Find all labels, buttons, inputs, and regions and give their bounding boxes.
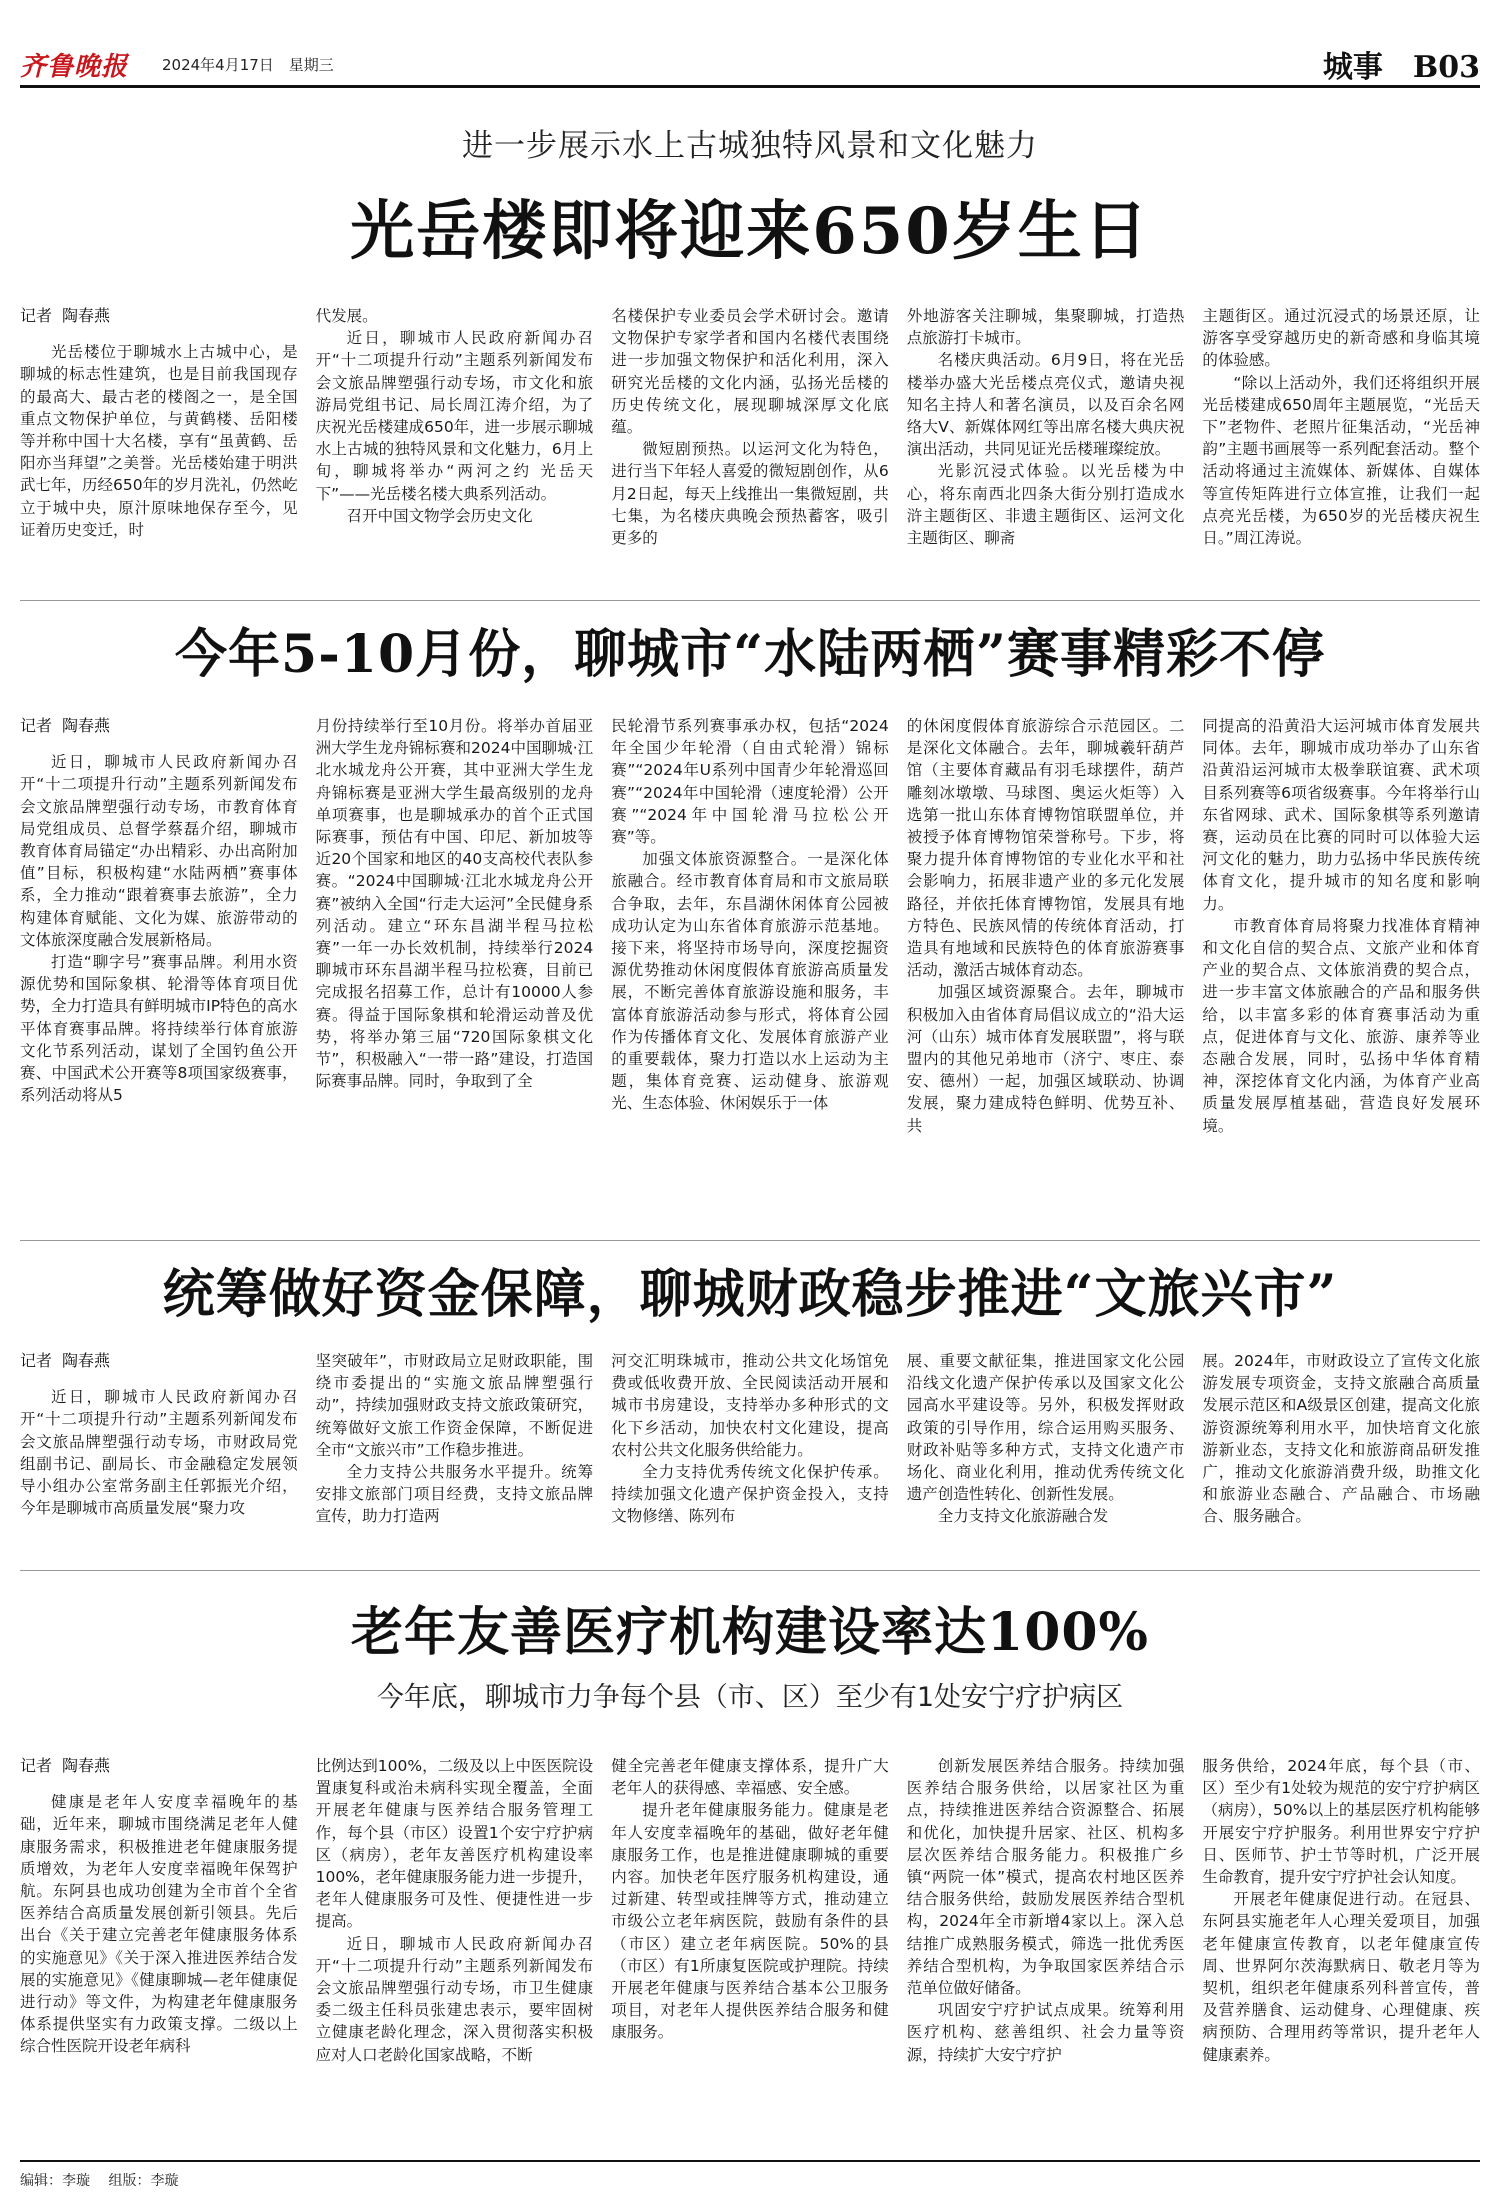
paragraph: 市教育体育局将聚力找准体育精神和文化自信的契合点、文旅产业和体育产业的契合点、文体旅消费的契合点，进一步丰富文体旅融合的产品和服务供给，以丰富多彩的体育赛事活动为重点，促进体育与文化、旅游、康养等业态融合发展，同时，弘扬中华体育精神，深挖体育文化内涵，为体育产业高质量发展厚植基础，营造良好发展环境。: [1202, 916, 1480, 1135]
article-1-body: [20, 305, 1480, 595]
paragraph: 打造“聊字号”赛事品牌。利用水资源优势和国际象棋、轮滑等体育项目优势，全力打造具有鲜明城市IP特色的高水平体育赛事品牌。将持续举行体育旅游文化节系列活动，谋划了全国钓鱼公开赛、中国武术公开赛等8项国家级赛事，系列活动将从5: [20, 953, 298, 1105]
article-1-col-5: [1202, 305, 1480, 595]
article-4-col-3: [611, 1755, 889, 2150]
article-4-subtitle: 今年底，聊城市力争每个县（市、区）至少有1处安宁疗护病区: [376, 1682, 1124, 1713]
article-3-col-5: [1202, 1350, 1480, 1560]
top-rule: [20, 85, 1480, 88]
paragraph: 近日，聊城市人民政府新闻办召开“十二项提升行动”主题系列新闻发布会文旅品牌塑强行动专场，市文化和旅游局党组书记、局长周江涛介绍，为了庆祝光岳楼建成650年，进一步展示聊城水上古城的独特风景和文化魅力，6月上旬，聊城将举办“两河之约 光岳天下”——光岳楼名楼大典系列活动。: [315, 329, 594, 503]
article-3-col-2: [316, 1350, 594, 1560]
paragraph: 健全完善老年健康支撑体系，提升广大老年人的获得感、幸福感、安全感。: [611, 1757, 889, 1798]
article-2-body: [20, 715, 1480, 1235]
paragraph: 服务供给，2024年底，每个县（市、区）至少有1处较为规范的安宁疗护病区（病房），50%以上的基层医疗机构能够开展安宁疗护服务。利用世界安宁疗护日、医师节、护士节等时机，广泛开展生命教育，提升安宁疗护社会认知度。: [1202, 1757, 1480, 1887]
article-3-col-3: [611, 1350, 889, 1560]
article-4-title: 老年友善医疗机构建设率达100%: [351, 1602, 1149, 1663]
paragraph: 展。2024年，市财政设立了宣传文化旅游发展专项资金，支持文旅融合高质量发展示范区和A级景区创建，提高文化旅游资源统筹利用水平，加快培育文化旅游新业态，支持文化和旅游商品研发推广，推动文化旅游消费升级，助推文化和旅游业态融合、产品融合、市场融合、服务融合。: [1202, 1352, 1480, 1526]
issue-date: 2024年4月17日 星期三: [162, 56, 334, 74]
paragraph: 创新发展医养结合服务。持续加强医养结合服务供给，以居家社区为重点，持续推进医养结合资源整合、拓展和优化，加快提升居家、社区、机构多层次医养结合服务能力。积极推广乡镇“两院一体”模式，提高农村地区医养结合服务供给，鼓励发展医养结合型机构，2024年全市新增4家以上。深入总结推广成熟服务模式，筛选一批优秀医养结合型机构，为争取国家医养结合示范单位做好储备。: [906, 1757, 1185, 1998]
article-3-title: 统筹做好资金保障，聊城财政稳步推进“文旅兴市”: [162, 1264, 1338, 1325]
article-4-byline: 记者 陶春燕: [20, 1756, 111, 1775]
paragraph: 同提高的沿黄沿大运河城市体育发展共同体。去年，聊城市成功举办了山东省沿黄沿运河城市太极拳联谊赛、武术项目系列赛等6项省级赛事。今年将举行山东省网球、武术、国际象棋等系列邀请赛，运动员在比赛的同时可以体验大运河文化的魅力，助力弘扬中华民族传统体育文化，提升城市的知名度和影响力。: [1202, 717, 1480, 913]
article-4-body: [20, 1755, 1480, 2150]
editor-credit: 编辑：李璇: [20, 2173, 90, 2189]
section-page-label: 城事 B03: [1322, 50, 1480, 85]
paragraph: 近日，聊城市人民政府新闻办召开“十二项提升行动”主题系列新闻发布会文旅品牌塑强行动专场，市财政局党组副书记、副局长、市金融稳定发展领导小组办公室常务副主任郭振光介绍，今年是聊城市高质量发展“聚力攻: [20, 1388, 298, 1518]
article-1-col-1: [20, 305, 298, 595]
paragraph: 展、重要文献征集，推进国家文化公园沿线文化遗产保护传承以及国家文化公园高水平建设等。另外，积极发挥财政政策的引导作用，综合运用购买服务、财政补贴等多种方式，支持文化遗产市场化、商业化利用，推动优秀传统文化遗产创造性转化、创新性发展。: [906, 1352, 1185, 1504]
article-2-col-4: [907, 715, 1185, 1235]
article-1-title: 光岳楼即将迎来650岁生日: [350, 194, 1150, 269]
paragraph: 开展老年健康促进行动。在冠县、东阿县实施老年人心理关爱项目，加强老年健康宣传教育，以老年健康宣传周、世界阿尔茨海默病日、敬老月等为契机，组织老年健康系列科普宣传，普及营养膳食、运动健身、心理健康、疾病预防、合理用药等常识，提升老年人健康素养。: [1202, 1890, 1480, 2064]
article-4-col-4: [907, 1755, 1185, 2150]
paragraph: 全力支持公共服务水平提升。统筹安排文旅部门项目经费，支持文旅品牌宣传，助力打造两: [315, 1463, 594, 1526]
article-3-col-4: [907, 1350, 1185, 1560]
article-1-byline: 记者 陶春燕: [20, 306, 111, 325]
article-2-col-1: [20, 715, 298, 1235]
article-2-byline: 记者 陶春燕: [20, 716, 111, 735]
paragraph: 外地游客关注聊城，集聚聊城，打造热点旅游打卡城市。: [906, 307, 1185, 348]
masthead: [20, 40, 1480, 85]
layout-credit: 组版：李璇: [108, 2173, 179, 2189]
article-1-col-2: [316, 305, 594, 595]
paragraph: 近日，聊城市人民政府新闻办召开“十二项提升行动”主题系列新闻发布会文旅品牌塑强行动专场，市教育体育局党组成员、总督学蔡磊介绍，聊城市教育体育局锚定“办出精彩、办出高附加值”目标，积极构建“水陆两栖”赛事体系，全力推动“跟着赛事去旅游”，全力构建体育赋能、文化为媒、旅游带动的文体旅深度融合发展新格局。: [20, 753, 298, 949]
article-3-body: [20, 1350, 1480, 1560]
paragraph: 光岳楼位于聊城水上古城中心，是聊城的标志性建筑，也是目前我国现存的最高大、最古老的楼阁之一，是全国重点文物保护单位，与黄鹤楼、岳阳楼等并称中国十大名楼，享有“虽黄鹤、岳阳亦当拜望”之美誉。光岳楼始建于明洪武七年，历经650年的岁月洗礼，仍然屹立于城中央，原汁原味地保存至今，见证着历史变迁，时: [20, 343, 298, 539]
paragraph: 的休闲度假体育旅游综合示范园区。二是深化文体融合。去年，聊城羲轩葫芦馆（主要体育藏品有羽毛球摆件，葫芦雕刻冰墩墩、马球图、奥运火炬等）入选第一批山东体育博物馆联盟单位，并被授予体育博物馆荣誉称号。下步，将聚力提升体育博物馆的专业化水平和社会影响力，拓展非遗产业的多元化发展路径，并依托体育博物馆，发展具有地方特色、民族风情的传统体育活动，打造具有地域和民族特色的体育旅游赛事活动，激活古城体育动态。: [906, 717, 1185, 980]
paragraph: 民轮滑节系列赛事承办权，包括“2024年全国少年轮滑（自由式轮滑）锦标赛”“2024年U系列中国青少年轮滑巡回赛”“2024年中国轮滑（速度轮滑）公开赛”“2024年中国轮滑马拉松公开赛”等。: [611, 717, 889, 847]
paragraph: 微短剧预热。以运河文化为特色，进行当下年轻人喜爱的微短剧创作，从6月2日起，每天上线推出一集微短剧，共七集，为名楼庆典晚会预热蓄客，吸引更多的: [611, 440, 889, 548]
separator: [20, 600, 1480, 601]
paragraph: 名楼保护专业委员会学术研讨会。邀请文物保护专家学者和国内名楼代表围绕进一步加强文物保护和活化利用，深入研究光岳楼的文化内涵，弘扬光岳楼的历史传统文化，展现聊城深厚文化底蕴。: [611, 307, 889, 437]
paragraph: 光影沉浸式体验。以光岳楼为中心，将东南西北四条大街分别打造成水浒主题街区、非遗主题街区、运河文化主题街区、聊斋: [906, 462, 1185, 548]
article-4-col-5: [1202, 1755, 1480, 2150]
paragraph: 全力支持文化旅游融合发: [937, 1507, 1109, 1526]
paragraph: 加强文体旅资源整合。一是深化体旅融合。经市教育体育局和市文旅局联合争取，去年，东昌湖休闲体育公园被成功认定为山东省体育旅游示范基地。接下来，将坚持市场导向，深度挖掘资源优势推动休闲度假体育旅游高质量发展，不断完善体育旅游设施和服务，丰富体育旅游活动参与形式，将体育公园作为传播体育文化、发展体育旅游产业的重要载体，聚力打造以水上运动为主题，集体育竞赛、运动健身、旅游观光、生态体验、休闲娱乐于一体: [611, 850, 889, 1113]
paragraph: 名楼庆典活动。6月9日，将在光岳楼举办盛大光岳楼点亮仪式，邀请央视知名主持人和著名演员，以及百余名网络大V、新媒体网红等出席名楼大典庆祝演出活动，共同见证光岳楼璀璨绽放。: [906, 351, 1185, 459]
paragraph: 坚突破年”，市财政局立足财政职能，围绕市委提出的“实施文旅品牌塑强行动”，持续加强财政支持文旅政策研究，统筹做好文旅工作资金保障，不断促进全市“文旅兴市”工作稳步推进。: [315, 1352, 594, 1459]
paragraph: 主题街区。通过沉浸式的场景还原，让游客享受穿越历史的新奇感和身临其境的体验感。: [1202, 307, 1480, 370]
paragraph: 提升老年健康服务能力。健康是老年人安度幸福晚年的基础，做好老年健康服务工作，也是推进健康聊城的重要内容。加快老年医疗服务机构建设，通过新建、转型或挂牌等方式，推动建立市级公立老年病医院，鼓励有条件的县（市区）建立老年病医院。50%的县（市区）有1所康复医院或护理院。持续开展老年健康与医养结合基本公卫服务项目，对老年人提供医养结合服务和健康服务。: [611, 1801, 889, 2042]
paragraph: 健康是老年人安度幸福晚年的基础，近年来，聊城市围绕满足老年人健康服务需求，积极推进老年健康服务提质增效，为老年人安度幸福晚年保驾护航。东阿县也成功创建为全市首个全省医养结合高质量发展创新引领县。先后出台《关于建立完善老年健康服务体系的实施意见》《关于深入推进医养结合发展的实施意见》《健康聊城—老年健康促进行动》等文件，为构建老年健康服务体系提供坚实有力政策支撑。二级以上综合性医院开设老年病科: [20, 1793, 298, 2056]
paragraph: 河交汇明珠城市，推动公共文化场馆免费或低收费开放、全民阅读活动开展和城市书房建设，支持举办多种形式的文化下乡活动，加快农村文化建设，提高农村公共文化服务供给能力。: [611, 1352, 889, 1459]
article-4-col-2: [316, 1755, 594, 2150]
article-2-title: 今年5-10月份，聊城市“水陆两栖”赛事精彩不停: [175, 624, 1325, 685]
separator: [20, 1570, 1480, 1571]
paragraph: 巩固安宁疗护试点成果。统筹利用医疗机构、慈善组织、社会力量等资源，持续扩大安宁疗护: [906, 2001, 1185, 2064]
article-2-col-5: [1202, 715, 1480, 1235]
separator: [20, 1240, 1480, 1241]
paragraph: 近日，聊城市人民政府新闻办召开“十二项提升行动”主题系列新闻发布会文旅品牌塑强行动专场，市卫生健康委二级主任科员张建忠表示，要牢固树立健康老龄化理念，深入贯彻落实积极应对人口老龄化国家战略，不断: [315, 1934, 594, 2064]
article-2-col-3: [611, 715, 889, 1235]
paragraph: 全力支持优秀传统文化保护传承。持续加强文化遗产保护资金投入，支持文物修缮、陈列布: [611, 1463, 889, 1526]
bottom-rule: [20, 2160, 1480, 2162]
article-3-col-1: [20, 1350, 298, 1560]
article-1-col-3: [611, 305, 889, 595]
paragraph: “除以上活动外，我们还将组织开展光岳楼建成650周年主题展览，“光岳天下”老物件、老照片征集活动，“光岳神韵”主题书画展等一系列配套活动。整个活动将通过主流媒体、新媒体、自媒体等宣传矩阵进行立体宣推，让我们一起点亮光岳楼，为650岁的光岳楼庆祝生日。”周江涛说。: [1202, 373, 1480, 548]
paragraph: 月份持续举行至10月份。将举办首届亚洲大学生龙舟锦标赛和2024中国聊城·江北水城龙舟公开赛，其中亚洲大学生龙舟锦标赛是亚洲大学生最高级别的龙舟单项赛事，也是聊城承办的首个正式国际赛事，预估有中国、印尼、新加坡等近20个国家和地区的40支高校代表队参赛。“2024中国聊城·江北水城龙舟公开赛”被纳入全国“行走大运河”全民健身系列活动。建立“环东昌湖半程马拉松赛”一年一办长效机制，持续举行2024聊城市环东昌湖半程马拉松赛，目前已完成报名招募工作，总计有10000人参赛。得益于国际象棋和轮滑运动普及优势，将举办第三届“720国际象棋文化节”，积极融入“一带一路”建设，打造国际赛事品牌。同时，争取到了全: [315, 717, 594, 1091]
article-2-col-2: [316, 715, 594, 1235]
paragraph: 代发展。: [315, 307, 378, 325]
article-1-kicker: 进一步展示水上古城独特风景和文化魅力: [462, 128, 1038, 164]
article-4-col-1: [20, 1755, 298, 2150]
paragraph: 加强区域资源聚合。去年，聊城市积极加入由省体育局倡议成立的“沿大运河（山东）城市体育发展联盟”，将与联盟内的其他兄弟地市（济宁、枣庄、泰安、德州）一起，加强区域联动、协调发展，聚力建成特色鲜明、优势互补、共: [906, 983, 1185, 1135]
page-footer: [20, 2170, 192, 2190]
paragraph: 比例达到100%，二级及以上中医医院设置康复科或治未病科实现全覆盖，全面开展老年健康与医养结合服务管理工作，每个县（市区）设置1个安宁疗护病区（病房），老年友善医疗机构建设率100%，老年健康服务能力进一步提升，老年人健康服务可及性、便捷性进一步提高。: [315, 1757, 594, 1931]
article-1-col-4: [907, 305, 1185, 595]
article-3-byline: 记者 陶春燕: [20, 1351, 111, 1370]
newspaper-logo: 齐鲁晚报: [20, 52, 129, 82]
paragraph: 召开中国文物学会历史文化: [346, 506, 533, 525]
